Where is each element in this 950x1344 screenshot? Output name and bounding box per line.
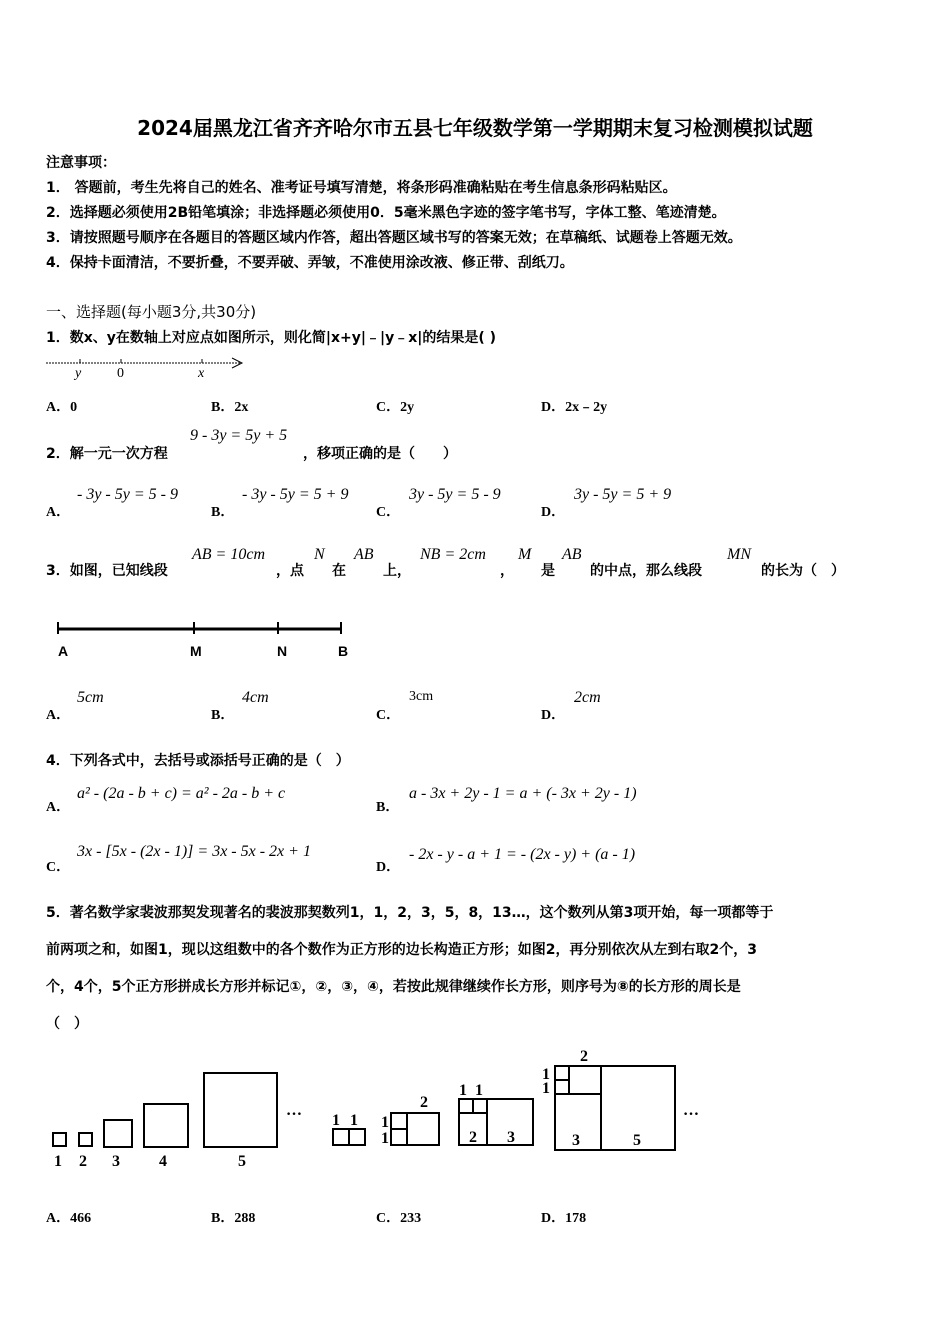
- q5-line: （ ）: [46, 1016, 88, 1032]
- q4-letter-d: D．: [376, 860, 401, 875]
- q5-line: 5．著名数学家裴波那契发现著名的裴波那契数列1，1，2，3，5，8，13…，这个数列从第3项开始，每一项都等于: [46, 905, 774, 921]
- q3-math: AB: [354, 546, 374, 563]
- q2-stem-b: ，移项正确的是（ ）: [303, 446, 457, 462]
- q4-option-a: a² - (2a - b + c) = a² - 2a - b + c: [77, 785, 286, 802]
- q2-letter-a: A．: [46, 505, 71, 520]
- q3-option-b: 4cm: [242, 689, 269, 706]
- square-label: 1: [381, 1130, 389, 1147]
- q4-stem: 4．下列各式中，去括号或添括号正确的是（ ）: [46, 753, 350, 769]
- square-label: 3: [507, 1129, 515, 1146]
- square-label: 2: [580, 1048, 588, 1065]
- q1-option-a: A．0: [46, 400, 78, 415]
- q3-stem-part: ，: [500, 563, 514, 579]
- axis-label-x: x: [198, 366, 205, 380]
- q5-line: 前两项之和，如图1，现以这组数中的各个数作为正方形的边长构造正方形；如图2，再分别依次从左到右取2个，3: [46, 942, 757, 958]
- q2-stem-a: 2．解一元一次方程: [46, 446, 168, 462]
- q2-option-d: 3y - 5y = 5 + 9: [574, 486, 672, 503]
- section-heading: 一、选择题(每小题3分,共30分): [46, 303, 257, 321]
- q2-option-b: - 3y - 5y = 5 + 9: [242, 486, 349, 503]
- q3-math: AB = 10cm: [192, 546, 265, 563]
- axis-label-0: 0: [117, 366, 124, 380]
- notice-item: 2．选择题必须使用2B铅笔填涂；非选择题必须使用0．5毫米黑色字迹的签字笔书写，字体工整、笔迹清楚。: [46, 205, 726, 221]
- q2-option-a: - 3y - 5y = 5 - 9: [77, 486, 178, 503]
- q1-number-line: [44, 352, 254, 380]
- q3-stem-part: 的中点，那么线段: [590, 563, 702, 579]
- q3-stem-part: ，点: [276, 563, 304, 579]
- q3-math: MN: [727, 546, 751, 563]
- square-label: 1: [542, 1066, 550, 1083]
- q5-option-c: C．233: [376, 1211, 422, 1226]
- axis-label-y: y: [75, 366, 82, 380]
- q3-stem-part: 在: [332, 563, 346, 579]
- q3-stem-part: 上，: [383, 563, 411, 579]
- point-label-b: B: [338, 643, 349, 659]
- notice-item: 3．请按照题号顺序在各题目的答题区域内作答，超出答题区域书写的答案无效；在草稿纸、试题卷上答题无效。: [46, 230, 742, 246]
- square-label: 2: [79, 1153, 87, 1170]
- q1-option-b: B．2x: [211, 400, 249, 415]
- q3-stem-part: 是: [541, 563, 555, 579]
- notice-item: 1． 答题前，考生先将自己的姓名、准考证号填写清楚，将条形码准确粘贴在考生信息条形码粘贴区。: [46, 180, 677, 196]
- notice-item: 4．保持卡面清洁，不要折叠，不要弄破、弄皱，不准使用涂改液、修正带、刮纸刀。: [46, 255, 574, 271]
- square-label: 1: [381, 1114, 389, 1131]
- q3-letter-d: D．: [541, 708, 566, 723]
- q3-option-a: 5cm: [77, 689, 104, 706]
- square-label: 2: [469, 1129, 477, 1146]
- point-label-n: N: [277, 643, 288, 659]
- q3-option-c: 3cm: [409, 689, 434, 704]
- ellipsis: …: [286, 1102, 302, 1119]
- q4-letter-c: C．: [46, 860, 71, 875]
- q1-option-d: D．2x﹣2y: [541, 400, 608, 415]
- square-label: 3: [572, 1132, 580, 1149]
- q1-stem: 1．数x、y在数轴上对应点如图所示，则化简|x+y|﹣|y﹣x|的结果是( ): [46, 330, 497, 346]
- q3-segment-figure: [50, 618, 360, 662]
- ellipsis: …: [683, 1102, 699, 1119]
- q3-math: NB = 2cm: [420, 546, 486, 563]
- q4-option-d: - 2x - y - a + 1 = - (2x - y) + (a - 1): [409, 846, 636, 863]
- square-label: 2: [420, 1094, 428, 1111]
- square-label: 4: [159, 1153, 167, 1170]
- square-label: 5: [238, 1153, 246, 1170]
- q5-option-b: B．288: [211, 1211, 256, 1226]
- q5-option-d: D．178: [541, 1211, 587, 1226]
- square-label: 1: [459, 1082, 467, 1099]
- q2-letter-d: D．: [541, 505, 566, 520]
- q4-letter-a: A．: [46, 800, 71, 815]
- q3-stem-part: 的长为（ ）: [761, 563, 845, 579]
- notice-heading: 注意事项：: [46, 155, 116, 171]
- q5-figure-1: [46, 1065, 316, 1175]
- q3-math: AB: [562, 546, 582, 563]
- square-label: 1: [475, 1082, 483, 1099]
- q4-option-c: 3x - [5x - (2x - 1)] = 3x - 5x - 2x + 1: [77, 843, 311, 860]
- q3-math: M: [518, 546, 532, 563]
- point-label-m: M: [190, 643, 202, 659]
- q2-equation: 9 - 3y = 5y + 5: [190, 427, 288, 444]
- q3-letter-c: C．: [376, 708, 401, 723]
- point-label-a: A: [58, 643, 69, 659]
- q3-option-d: 2cm: [574, 689, 601, 706]
- q1-option-c: C．2y: [376, 400, 415, 415]
- square-label: 3: [112, 1153, 120, 1170]
- q3-letter-b: B．: [211, 708, 235, 723]
- page-title: 2024届黑龙江省齐齐哈尔市五县七年级数学第一学期期末复习检测模拟试题: [137, 116, 813, 140]
- q3-stem-part: 3．如图，已知线段: [46, 563, 168, 579]
- q4-option-b: a - 3x + 2y - 1 = a + (- 3x + 2y - 1): [409, 785, 637, 802]
- q2-option-c: 3y - 5y = 5 - 9: [409, 486, 501, 503]
- q2-letter-c: C．: [376, 505, 401, 520]
- square-label: 1: [350, 1112, 358, 1129]
- q3-math: N: [314, 546, 325, 563]
- square-label: 1: [542, 1080, 550, 1097]
- q5-figure-2: [326, 1045, 716, 1160]
- q5-option-a: A．466: [46, 1211, 92, 1226]
- square-label: 5: [633, 1132, 641, 1149]
- q4-letter-b: B．: [376, 800, 400, 815]
- q2-letter-b: B．: [211, 505, 235, 520]
- square-label: 1: [332, 1112, 340, 1129]
- q3-letter-a: A．: [46, 708, 71, 723]
- square-label: 1: [54, 1153, 62, 1170]
- q5-line: 个，4个，5个正方形拼成长方形并标记①，②，③，④，若按此规律继续作长方形，则序号为⑧的长方形的周长是: [46, 979, 741, 995]
